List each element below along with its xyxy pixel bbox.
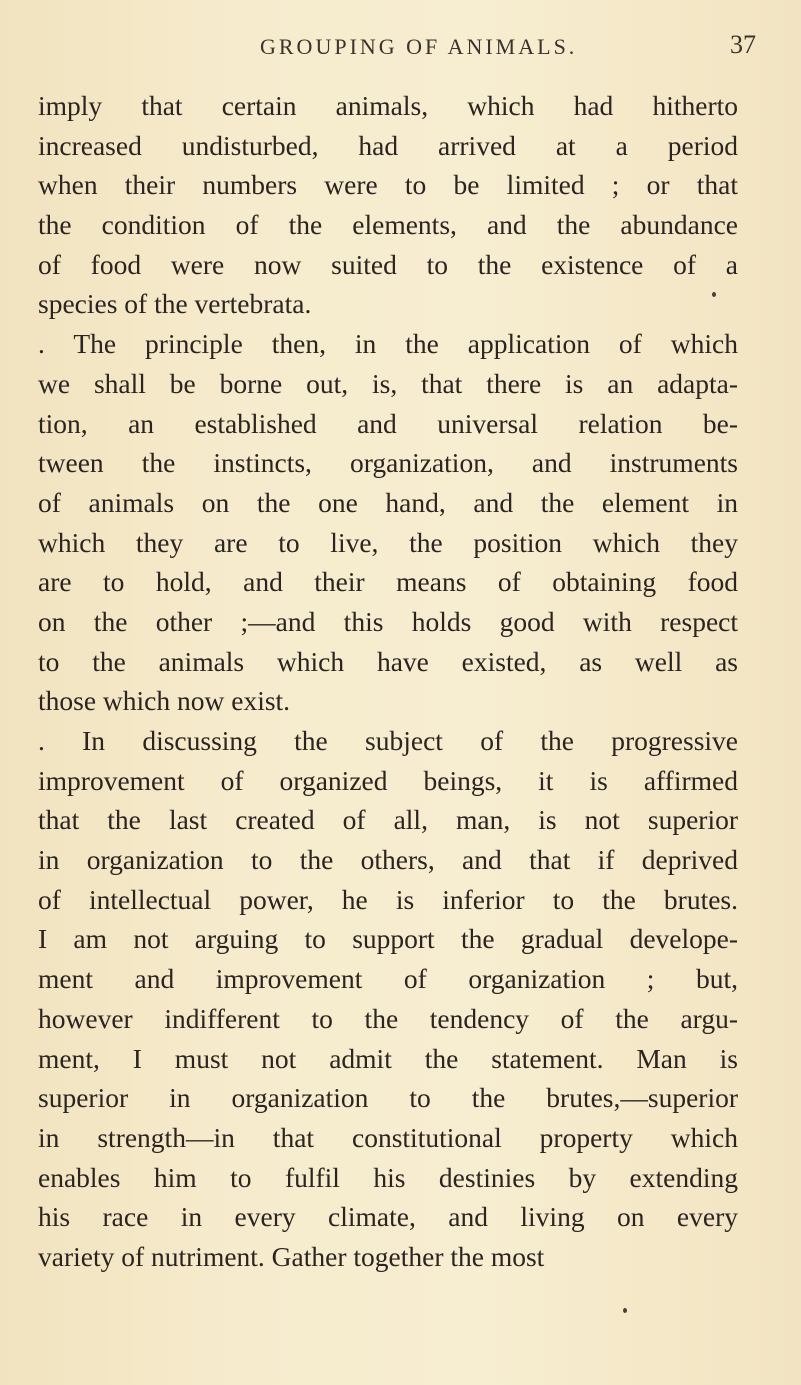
text-line: species of the vertebrata. (38, 288, 312, 320)
running-head (0, 30, 801, 70)
text-line: his race in every climate, and living on every (38, 1201, 738, 1233)
text-line: of food were now suited to the existence of a (38, 248, 738, 280)
text-line: those which now exist. (38, 685, 291, 717)
text-line: improvement of organized beings, it is affirmed (38, 764, 738, 796)
text-line: to the animals which have existed, as well as (38, 645, 738, 677)
text-line: we shall be borne out, is, that there is an adapta- (38, 367, 738, 399)
text-line: the condition of the elements, and the abundance (38, 209, 738, 241)
text-line: tween the instincts, organization, and instruments (38, 447, 738, 479)
text-line: ment, I must not admit the statement. Man is (38, 1042, 738, 1074)
text-line: however indifferent to the tendency of the argu- (38, 1002, 738, 1034)
text-line: enables him to fulfil his destinies by extending (38, 1161, 738, 1193)
text-line: that the last created of all, man, is not superior (38, 804, 738, 836)
text-line: increased undisturbed, had arrived at a period (38, 129, 738, 161)
text-line: . In discussing the subject of the progressive (38, 725, 738, 756)
text-line: variety of nutriment. Gather together the most (38, 1240, 545, 1272)
running-title: GROUPING OF ANIMALS. (260, 34, 578, 59)
text-line: are to hold, and their means of obtaining food (38, 566, 738, 598)
text-line: which they are to live, the position which they (38, 526, 738, 558)
text-line: superior in organization to the brutes,—superior (38, 1082, 738, 1114)
text-line: tion, an established and universal relation be- (38, 407, 738, 439)
paper-speck (712, 292, 716, 297)
text-line: ment and improvement of organization ; but, (38, 963, 738, 995)
body-text (38, 86, 738, 1277)
text-line: . The principle then, in the application of which (38, 328, 738, 360)
text-line: of intellectual power, he is inferior to the brutes. (38, 883, 738, 915)
text-line: in organization to the others, and that if deprived (38, 844, 738, 876)
text-line: of animals on the one hand, and the element in (38, 486, 738, 518)
text-line: I am not arguing to support the gradual develope- (38, 923, 738, 955)
page-number: 37 (730, 30, 756, 59)
paper-speck (623, 1308, 627, 1313)
text-line: in strength—in that constitutional property which (38, 1121, 738, 1153)
text-line: imply that certain animals, which had hitherto (38, 90, 738, 121)
text-line: when their numbers were to be limited ; or that (38, 169, 738, 201)
text-line: on the other ;—and this holds good with respect (38, 605, 738, 637)
